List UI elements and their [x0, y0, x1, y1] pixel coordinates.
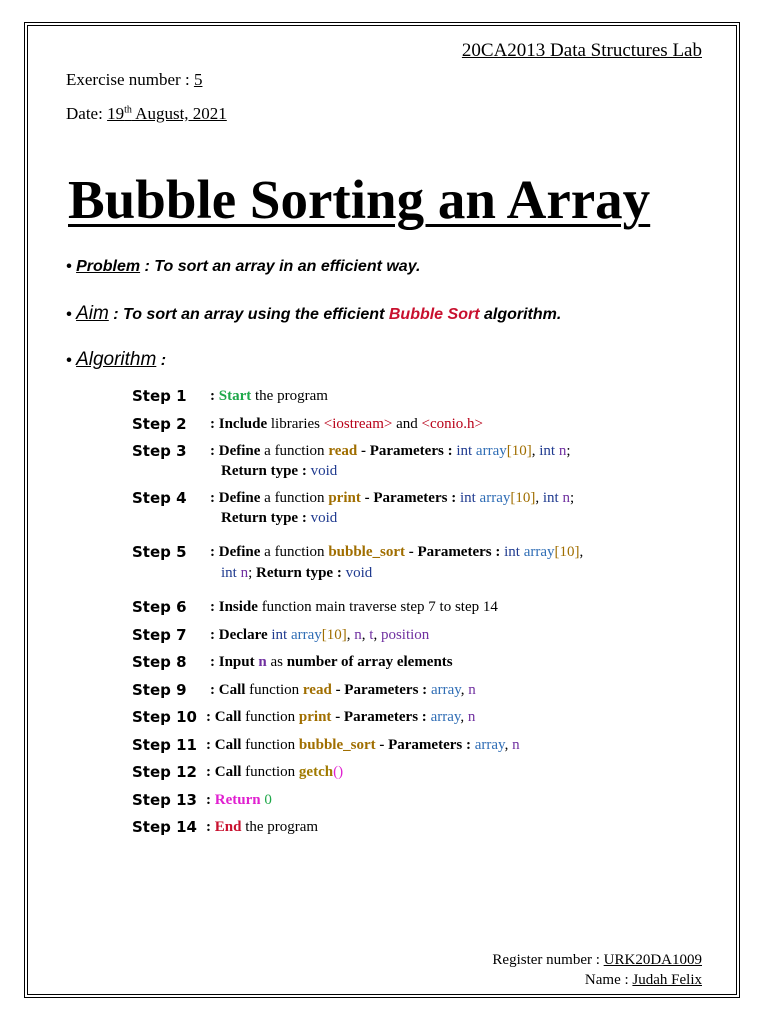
aim-heading: Aim: [76, 303, 109, 324]
name-value: Judah Felix: [632, 972, 702, 988]
step-label: Step 2: [132, 415, 187, 433]
step-7-text: : Declare int array[10], n, t, position: [210, 627, 430, 643]
step-label: Step 1: [132, 387, 187, 405]
date-label: Date:: [66, 104, 108, 123]
step-label: Step 5: [132, 543, 187, 561]
step-label: Step 8: [132, 653, 187, 671]
step-label: Step 11: [132, 736, 197, 754]
step-8-text: : Input n as number of array elements: [210, 654, 453, 670]
step-2-text: : Include libraries <iostream> and <conio.h>: [210, 416, 484, 432]
step-5-text-line1: : Define a function bubble_sort - Parameters : int array[10],: [210, 544, 584, 560]
aim-line: • Aim : To sort an array using the efficient Bubble Sort algorithm.: [66, 303, 562, 324]
step-label: Step 10: [132, 708, 197, 726]
date-value: 19th August, 2021: [107, 104, 227, 123]
student-name: Name : Judah Felix: [584, 972, 702, 988]
exercise-number: [66, 70, 202, 90]
aim-highlight: Bubble Sort: [388, 306, 480, 323]
problem-heading: Problem: [76, 258, 141, 275]
step-4-text-line1: : Define a function print - Parameters : int array[10], int n;: [210, 490, 575, 506]
step-6-text: : Inside function main traverse step 7 to step 14: [210, 599, 498, 615]
step-label: Step 6: [132, 598, 187, 616]
step-label: Step 4: [132, 489, 187, 507]
step-9-text: : Call function read - Parameters : array, n: [210, 682, 476, 698]
step-14-text: : End the program: [206, 819, 319, 835]
page-title: Bubble Sorting an Array: [68, 169, 651, 230]
algorithm-heading-line: • Algorithm :: [66, 349, 167, 370]
algorithm-heading: Algorithm: [76, 349, 157, 370]
register-value: URK20DA1009: [603, 952, 702, 968]
step-3-text-line2: Return type : void: [221, 463, 338, 479]
step-label: Step 13: [132, 791, 197, 809]
step-1-text: : Start the program: [210, 388, 328, 404]
step-label: Step 7: [132, 626, 187, 644]
exercise-value: 5: [193, 70, 203, 89]
step-12-text: : Call function getch(): [206, 764, 344, 780]
exercise-label: Exercise number :: [66, 70, 194, 89]
step-5-text-line2: int n; Return type : void: [221, 565, 373, 581]
step-3-text-line1: : Define a function read - Parameters : int array[10], int n;: [210, 443, 571, 459]
step-label: Step 12: [132, 763, 197, 781]
course-code-title: 20CA2013 Data Structures Lab: [461, 40, 702, 61]
step-11-text: : Call function bubble_sort - Parameters : array, n: [206, 737, 520, 753]
step-10-text: : Call function print - Parameters : array, n: [206, 709, 476, 725]
step-4-text-line2: Return type : void: [221, 510, 338, 526]
step-label: Step 9: [132, 681, 187, 699]
date-line: [66, 104, 227, 124]
register-number: Register number : URK20DA1009: [492, 952, 702, 968]
step-label: Step 3: [132, 442, 187, 460]
step-13-text: : Return 0: [206, 792, 272, 808]
step-label: Step 14: [132, 818, 197, 836]
problem-line: • Problem : To sort an array in an efficient way.: [66, 258, 421, 275]
